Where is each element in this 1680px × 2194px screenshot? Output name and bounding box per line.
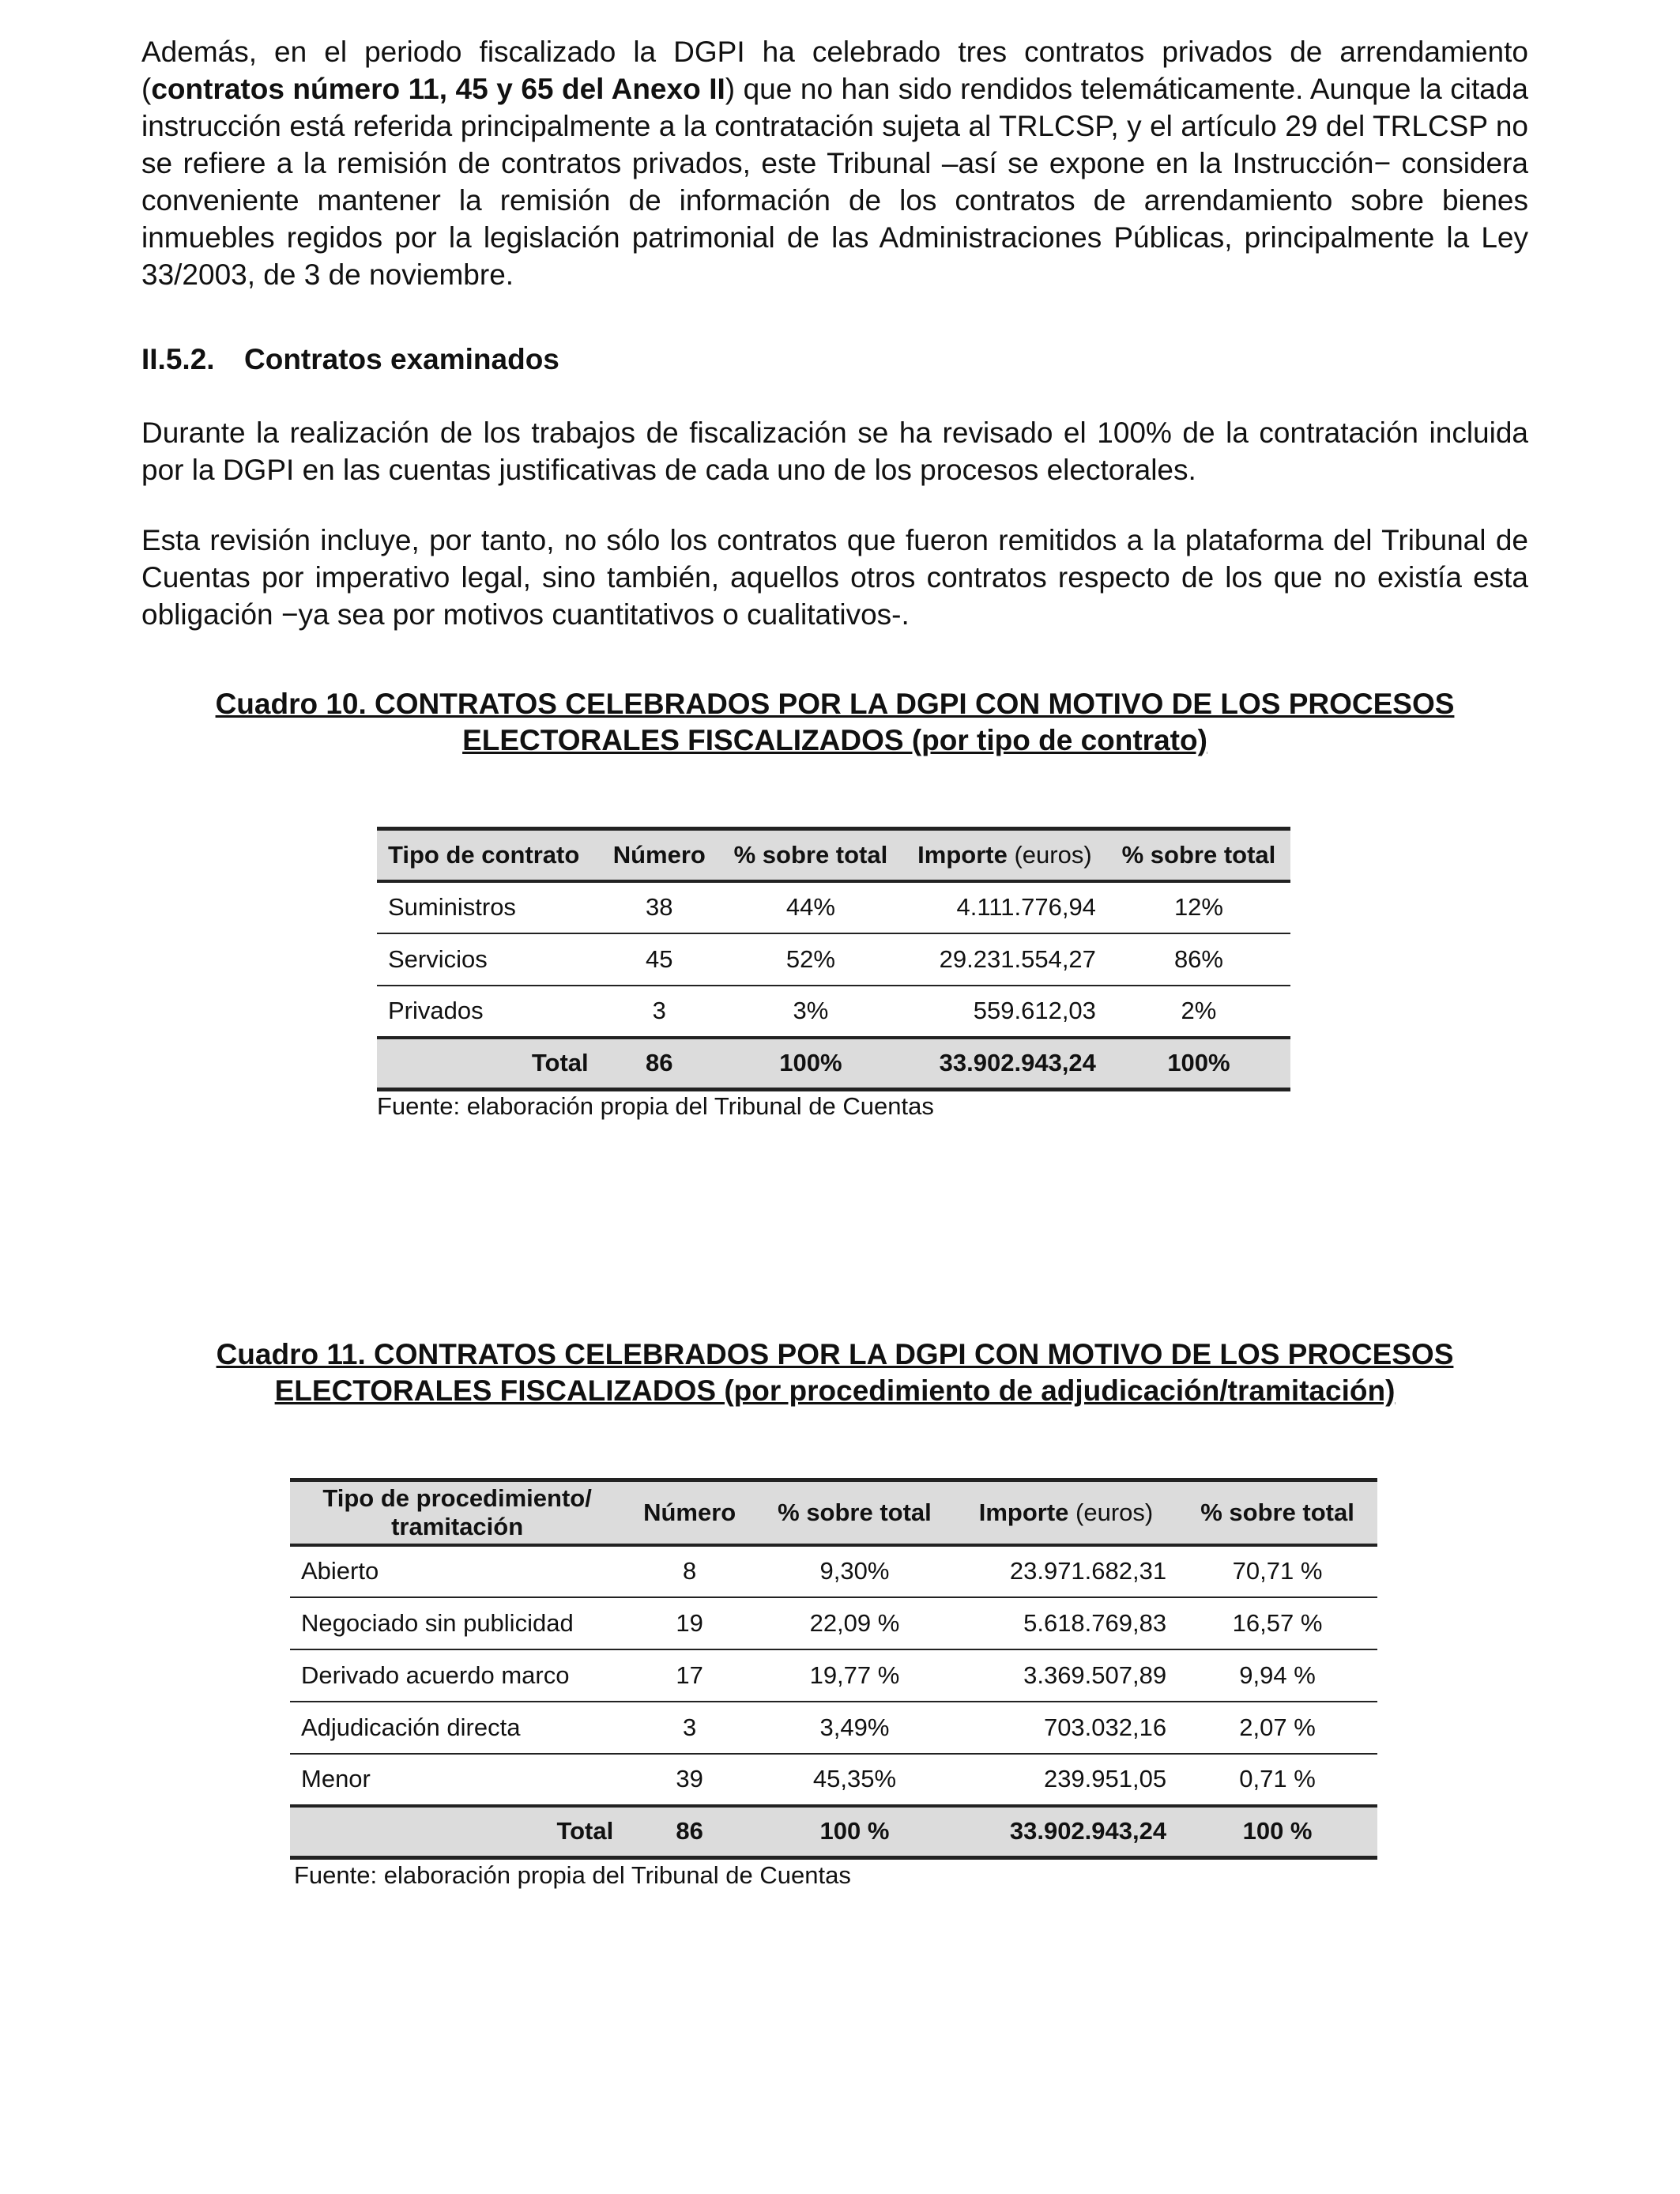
table10 (377, 827, 1290, 1091)
table10-header-pct2: % sobre total (1107, 829, 1290, 881)
table11-cell-tipo: Derivado acuerdo marco (290, 1649, 624, 1702)
table-row (290, 1545, 1377, 1597)
table10-caption (141, 686, 1528, 759)
section-number: II.5.2. (141, 343, 215, 375)
table10-cell-tipo: Privados (377, 986, 600, 1038)
table11-source: Fuente: elaboración propia del Tribunal de Cuentas (294, 1861, 851, 1889)
table10-header-pct1: % sobre total (719, 829, 902, 881)
table11-cell-numero: 39 (624, 1754, 755, 1806)
table-row (290, 1649, 1377, 1702)
intro-paragraph (141, 33, 1528, 293)
table11-cell-tipo: Menor (290, 1754, 624, 1806)
table11-cell-pct1: 22,09 % (755, 1597, 955, 1649)
table10-header-importe (902, 829, 1107, 881)
table11-header-tipo (290, 1480, 624, 1545)
table-row (377, 881, 1290, 933)
table10-cell-pct2: 12% (1107, 881, 1290, 933)
paragraph-3-block (141, 522, 1528, 633)
table10-total-row (377, 1038, 1290, 1090)
table11-cell-tipo: Adjudicación directa (290, 1702, 624, 1754)
table-row (377, 933, 1290, 986)
table11-header-tipo-line2: tramitación (391, 1512, 524, 1540)
table10-cell-pct2: 2% (1107, 986, 1290, 1038)
table10-cell-pct1: 52% (719, 933, 902, 986)
intro-text-bold: contratos número 11, 45 y 65 del Anexo II (151, 73, 725, 105)
table11-header-numero: Número (624, 1480, 755, 1545)
table11-total-pct1: 100 % (755, 1806, 955, 1858)
table10-total-pct1: 100% (719, 1038, 902, 1090)
table10-cell-numero: 38 (600, 881, 719, 933)
table11-cell-pct2: 70,71 % (1177, 1545, 1377, 1597)
table11-total-row (290, 1806, 1377, 1858)
table11-cell-numero: 3 (624, 1702, 755, 1754)
intro-text-b: ) que no han sido rendidos telemáticamente. Aunque la citada instrucción está referida principalmente a la contratación sujeta al TRLCSP, y el artículo 29 del TRLCSP no se refiere a la remisión de contratos privados, este Tribunal –así se expone en la Instrucción− considera conveniente mantener la remisión de información de los contratos de arrendamiento sobre bienes inmuebles regidos por la legislación patrimonial de las Administraciones Públicas, principalmente la Ley 33/2003, de 3 de noviembre. (141, 73, 1529, 291)
table11-header-pct2: % sobre total (1177, 1480, 1377, 1545)
table11-cell-importe: 23.971.682,31 (955, 1545, 1177, 1597)
table11-header-row (290, 1480, 1377, 1545)
table11-cell-pct2: 0,71 % (1177, 1754, 1377, 1806)
table10-header-tipo: Tipo de contrato (377, 829, 600, 881)
table11-cell-pct1: 3,49% (755, 1702, 955, 1754)
table10-total-label: Total (377, 1038, 600, 1090)
table-row (290, 1754, 1377, 1806)
table11-caption-line2: ELECTORALES FISCALIZADOS (por procedimiento de adjudicación/tramitación) (274, 1374, 1396, 1407)
table11-cell-numero: 19 (624, 1597, 755, 1649)
paragraph-3: Esta revisión incluye, por tanto, no sólo los contratos que fueron remitidos a la plataforma del Tribunal de Cuentas por imperativo legal, sino también, aquellos otros contratos respecto de los que no existía esta obligación −ya sea por motivos cuantitativos o cualitativos-. (141, 524, 1528, 631)
table11-header-importe-label: Importe (978, 1498, 1069, 1526)
table11-cell-tipo: Abierto (290, 1545, 624, 1597)
table10-header-importe-unit: (euros) (1014, 840, 1092, 869)
table-row (377, 986, 1290, 1038)
table10-header-importe-label: Importe (917, 840, 1008, 869)
table10-cell-importe: 29.231.554,27 (902, 933, 1107, 986)
table11 (290, 1478, 1377, 1860)
table11-cell-pct2: 2,07 % (1177, 1702, 1377, 1754)
table-row (290, 1702, 1377, 1754)
table10-caption-line1: Cuadro 10. CONTRATOS CELEBRADOS POR LA DGPI CON MOTIVO DE LOS PROCESOS (215, 688, 1455, 720)
table10-cell-numero: 3 (600, 986, 719, 1038)
table10-cell-pct1: 44% (719, 881, 902, 933)
table11-cell-pct1: 9,30% (755, 1545, 955, 1597)
table11-cell-numero: 17 (624, 1649, 755, 1702)
paragraph-2-block (141, 414, 1528, 488)
table11-cell-pct1: 45,35% (755, 1754, 955, 1806)
table11-cell-pct2: 16,57 % (1177, 1597, 1377, 1649)
intro-paragraph-block (141, 33, 1528, 293)
table10-cell-pct2: 86% (1107, 933, 1290, 986)
table10-source: Fuente: elaboración propia del Tribunal de Cuentas (377, 1092, 934, 1120)
table10-caption-line2: ELECTORALES FISCALIZADOS (por tipo de contrato) (462, 724, 1207, 756)
table10-cell-tipo: Suministros (377, 881, 600, 933)
table11-total-pct2: 100 % (1177, 1806, 1377, 1858)
table10-cell-pct1: 3% (719, 986, 902, 1038)
table11-cell-tipo: Negociado sin publicidad (290, 1597, 624, 1649)
table11-total-label: Total (290, 1806, 624, 1858)
table11-cell-pct1: 19,77 % (755, 1649, 955, 1702)
table10-total-pct2: 100% (1107, 1038, 1290, 1090)
intro-text-a: Además, en el periodo fiscalizado la DGPI ha celebrado tres contratos privados de arrendamiento ( (141, 36, 1528, 105)
table10-cell-tipo: Servicios (377, 933, 600, 986)
table11-header-tipo-line1: Tipo de procedimiento/ (322, 1483, 592, 1512)
table-row (290, 1597, 1377, 1649)
table11-header-importe-unit: (euros) (1075, 1498, 1154, 1526)
table11-total-importe: 33.902.943,24 (955, 1806, 1177, 1858)
table11-caption (141, 1336, 1528, 1409)
table10-header-numero: Número (600, 829, 719, 881)
table11-cell-numero: 8 (624, 1545, 755, 1597)
table11-cell-importe: 239.951,05 (955, 1754, 1177, 1806)
table11-cell-importe: 5.618.769,83 (955, 1597, 1177, 1649)
table11-header-importe (955, 1480, 1177, 1545)
table10-cell-importe: 4.111.776,94 (902, 881, 1107, 933)
section-heading (141, 343, 1528, 376)
table10-cell-numero: 45 (600, 933, 719, 986)
table11-header-pct1: % sobre total (755, 1480, 955, 1545)
table10-cell-importe: 559.612,03 (902, 986, 1107, 1038)
paragraph-2: Durante la realización de los trabajos de fiscalización se ha revisado el 100% de la contratación incluida por la DGPI en las cuentas justificativas de cada uno de los procesos electorales. (141, 417, 1528, 486)
table11-cell-importe: 703.032,16 (955, 1702, 1177, 1754)
table10-total-numero: 86 (600, 1038, 719, 1090)
table11-total-numero: 86 (624, 1806, 755, 1858)
table11-cell-importe: 3.369.507,89 (955, 1649, 1177, 1702)
table11-cell-pct2: 9,94 % (1177, 1649, 1377, 1702)
section-title: Contratos examinados (244, 343, 559, 375)
table10-header-row (377, 829, 1290, 881)
table10-total-importe: 33.902.943,24 (902, 1038, 1107, 1090)
table11-caption-line1: Cuadro 11. CONTRATOS CELEBRADOS POR LA DGPI CON MOTIVO DE LOS PROCESOS (216, 1338, 1454, 1370)
